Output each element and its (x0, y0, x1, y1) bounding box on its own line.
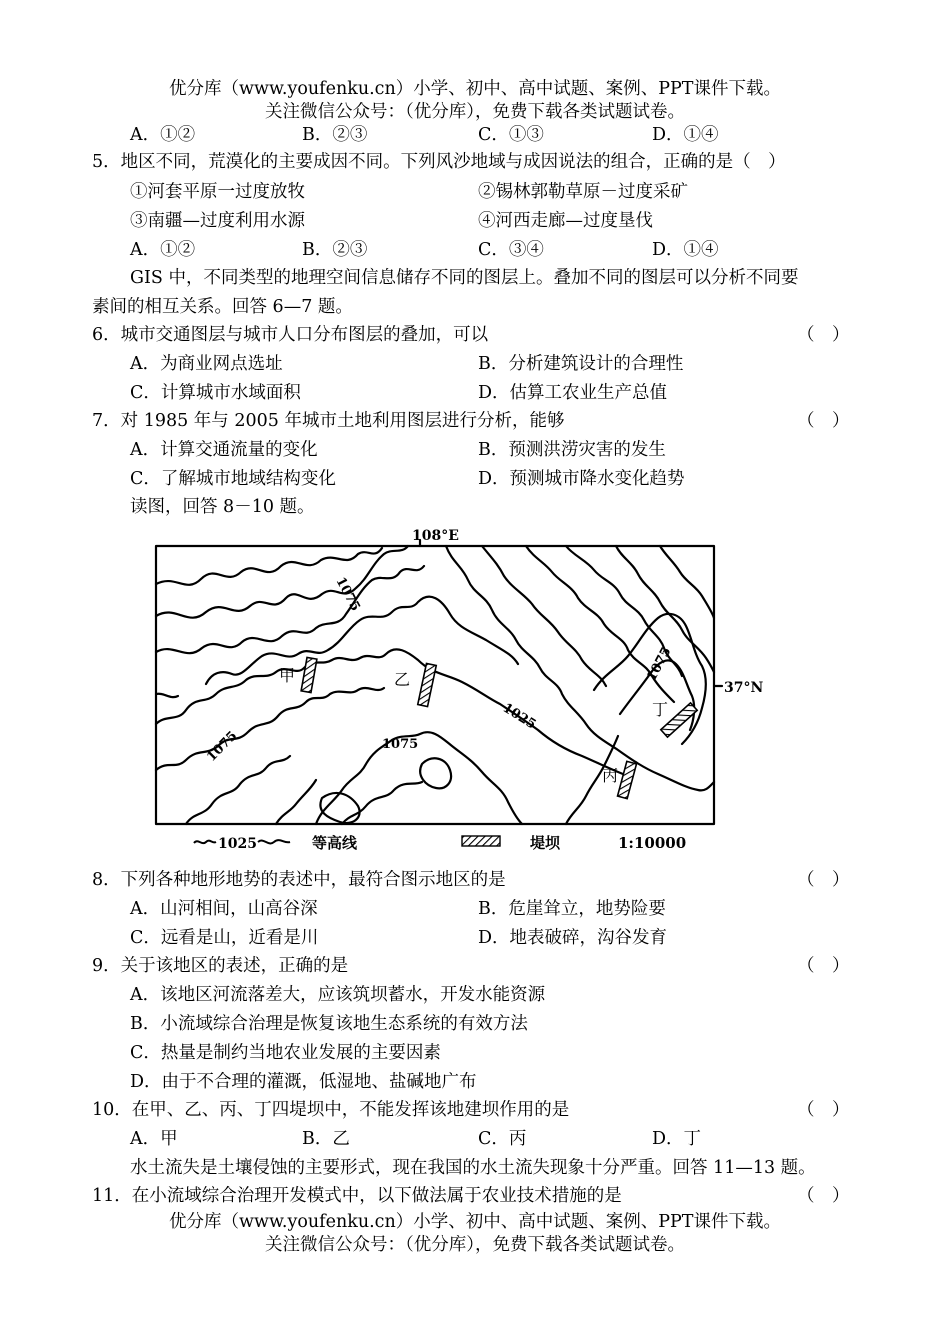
q6-option-a: A．为商业网点选址 (130, 354, 283, 374)
q10-option-a: A．甲 (130, 1129, 178, 1149)
dam-label-yi: 乙 (394, 670, 411, 689)
intro-8-10: 读图，回答 8－10 题。 (130, 497, 315, 517)
q5-option-b: B．②③ (302, 240, 368, 260)
q5-item-4: ④河西走廊—过度垦伐 (478, 211, 653, 231)
q8-option-c: C．远看是山，近看是川 (130, 928, 319, 948)
contour-label: 1075 (382, 737, 419, 752)
q7-option-d: D．预测城市降水变化趋势 (478, 469, 685, 489)
contour-map-figure (146, 524, 776, 859)
q7-answer-paren: （ ） (797, 411, 850, 431)
contour-line (156, 566, 424, 653)
header-line-2: 关注微信公众号：（优分库），免费下载各类试题试卷。 (265, 102, 685, 122)
contour-line (342, 782, 422, 824)
legend-dam-symbol (462, 836, 500, 846)
q5-item-2: ②锡林郭勒草原－过度采矿 (478, 182, 688, 202)
q9-option-a: A．该地区河流落差大，应该筑坝蓄水，开发水能资源 (130, 985, 546, 1005)
contour-line (276, 780, 316, 824)
contour-line (156, 649, 628, 776)
legend-contour-text: 等高线 (312, 834, 358, 852)
dam-label-bing: 丙 (602, 766, 619, 785)
q8-stem: 8．下列各种地形地势的表述中，最符合图示地区的是 (92, 870, 506, 890)
contour-label: 1025 (499, 700, 539, 733)
q4-option-b: B．②③ (302, 125, 368, 145)
contour-line (482, 546, 606, 686)
q10-option-c: C．丙 (478, 1129, 527, 1149)
q7-option-c: C．了解城市地域结构变化 (130, 469, 336, 489)
contour-line (660, 546, 714, 618)
q5-option-c: C．③④ (478, 240, 544, 260)
q5-option-d: D．①④ (652, 240, 719, 260)
q6-option-d: D．估算工农业生产总值 (478, 383, 668, 403)
dam-label-ding: 丁 (652, 700, 669, 719)
intro-11-13: 水土流失是土壤侵蚀的主要形式，现在我国的水土流失现象十分严重。回答 11—13 题。 (130, 1158, 816, 1178)
q8-answer-paren: （ ） (797, 870, 850, 890)
q6-option-b: B．分析建筑设计的合理性 (478, 354, 684, 374)
legend-contour-sample-line (194, 841, 216, 844)
q5-option-a: A．①② (130, 240, 196, 260)
legend-contour-value: 1025 (218, 836, 257, 852)
q6-answer-paren: （ ） (797, 325, 850, 345)
dam-jia (301, 657, 317, 692)
contour-line (186, 756, 290, 824)
q5-stem: 5．地区不同，荒漠化的主要成因不同。下列风沙地域与成因说法的组合，正确的是（ ） (92, 152, 786, 172)
contour-label: 1075 (332, 574, 363, 614)
legend-dam-text: 堤坝 (530, 834, 561, 852)
contour-line (206, 597, 518, 684)
q10-stem: 10．在甲、乙、丙、丁四堤坝中，不能发挥该地建坝作用的是 (92, 1100, 570, 1120)
legend-contour-tail (258, 840, 290, 843)
q9-answer-paren: （ ） (797, 956, 850, 976)
dam-label-jia: 甲 (279, 666, 296, 685)
q10-option-d: D．丁 (652, 1129, 702, 1149)
dam-bing (618, 761, 637, 798)
contour-line (156, 694, 178, 697)
header-line-1: 优分库（www.youfenku.cn）小学、初中、高中试题、案例、PPT课件下载。 (169, 79, 781, 99)
q10-option-b: B．乙 (302, 1129, 350, 1149)
q5-item-3: ③南疆—过度利用水源 (130, 211, 305, 231)
contour-line (420, 758, 451, 788)
q7-option-a: A．计算交通流量的变化 (130, 440, 318, 460)
q9-option-b: B．小流域综合治理是恢复该地生态系统的有效方法 (130, 1014, 528, 1034)
contour-label: 1075 (204, 728, 241, 765)
q9-option-d: D．由于不合理的灌溉，低湿地、盐碱地广布 (130, 1072, 477, 1092)
q4-option-a: A．①② (130, 125, 196, 145)
footer-line-2: 关注微信公众号：（优分库），免费下载各类试题试卷。 (265, 1235, 685, 1255)
q9-stem: 9．关于该地区的表述，正确的是 (92, 956, 349, 976)
q9-option-c: C．热量是制约当地农业发展的主要因素 (130, 1043, 441, 1063)
legend-scale: 1:10000 (618, 834, 687, 852)
intro-6-7-line-1: GIS 中，不同类型的地理空间信息储存不同的图层上。叠加不同的图层可以分析不同要 (130, 268, 799, 288)
q11-stem: 11．在小流域综合治理开发模式中，以下做法属于农业技术措施的是 (92, 1186, 622, 1206)
contour-label: 1075 (644, 644, 675, 684)
q11-answer-paren: （ ） (797, 1186, 850, 1206)
footer-line-1: 优分库（www.youfenku.cn）小学、初中、高中试题、案例、PPT课件下载。 (169, 1212, 781, 1232)
contour-line (156, 688, 384, 770)
q8-option-b: B．危崖耸立，地势险要 (478, 899, 666, 919)
q6-option-c: C．计算城市水域面积 (130, 383, 301, 403)
q8-option-d: D．地表破碎，沟谷发育 (478, 928, 668, 948)
contour-line (316, 732, 522, 824)
contour-line (446, 546, 714, 790)
q7-stem: 7．对 1985 年与 2005 年城市土地利用图层进行分析，能够 (92, 411, 565, 431)
q5-item-1: ①河套平原一过度放牧 (130, 182, 305, 202)
q6-stem: 6．城市交通图层与城市人口分布图层的叠加，可以 (92, 325, 489, 345)
intro-6-7-line-2: 素间的相互关系。回答 6—7 题。 (92, 297, 353, 317)
longitude-label: 108°E (412, 528, 459, 544)
q4-option-c: C．①③ (478, 125, 544, 145)
latitude-label: 37°N (724, 680, 764, 696)
q7-option-b: B．预测洪涝灾害的发生 (478, 440, 666, 460)
q8-option-a: A．山河相间，山高谷深 (130, 899, 318, 919)
q4-option-d: D．①④ (652, 125, 719, 145)
q10-answer-paren: （ ） (797, 1100, 850, 1120)
dam-yi (418, 663, 437, 706)
